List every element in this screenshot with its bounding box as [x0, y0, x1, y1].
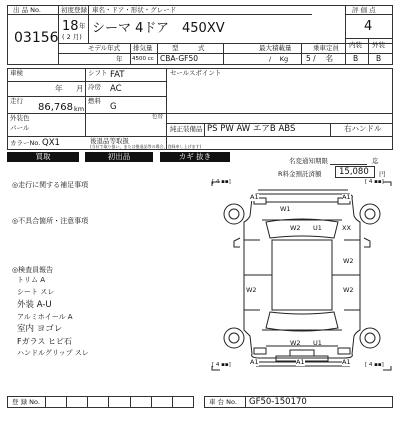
inspector-note: 室内 ヨゴレ [17, 324, 63, 334]
mileage-unit: km [74, 105, 85, 113]
damage-w2-right-top: W2 [343, 257, 354, 265]
inspector-note: トリム A [17, 276, 46, 284]
color-value: パール [10, 124, 30, 132]
lot-number: 03156 [14, 30, 59, 46]
car-diagram-svg [210, 180, 393, 372]
inspector-note: 外装 A-U [17, 300, 52, 310]
deadline-label: 名変通知期限 [289, 157, 328, 165]
tire-rear-right: [ 4 ▪▪] [365, 362, 384, 368]
interior-label: 内装 [349, 41, 362, 49]
damage-w2-bottom: W2 [290, 339, 301, 347]
key-button[interactable]: カギ 抜き [160, 152, 230, 162]
deadline-unit: 迄 [372, 157, 379, 165]
inspector-title: ◎検査員報告 [12, 266, 54, 274]
chassis-number: GF50-150170 [249, 397, 307, 407]
recycle-label: R料金預託済額 [278, 170, 322, 178]
displacement-value: 4500 cc [132, 56, 154, 62]
exterior-label: 外装 [372, 41, 385, 49]
damage-w2-top: W2 [290, 224, 301, 232]
car-diagram [210, 180, 393, 372]
car-name: シーマ 4ドア 450XV [92, 21, 225, 36]
damage-a1-rear-right: A1 [342, 358, 351, 366]
damage-a1-rear-left: A1 [250, 358, 259, 366]
recycle-value: 15,080 [339, 167, 369, 177]
consign-button[interactable]: 初出品 [85, 152, 153, 162]
damage-w2-right: W2 [343, 286, 354, 294]
aftermarket-label: 後退品等取扱 [90, 137, 129, 145]
model-year-label: モデル年式 [88, 44, 121, 52]
damage-a1-front-right: A1 [342, 193, 351, 201]
chassis-label: 車 台 No. [209, 398, 237, 406]
first-reg-label: 初度登録 [61, 6, 87, 14]
max-load-label: 最大積載量 [259, 44, 292, 52]
mileage-label: 走行 [10, 97, 23, 105]
equipment-value: PS PW AW エアB ABS [207, 124, 296, 134]
color-no-label: カラーNo. [10, 139, 41, 147]
sales-points-label: セールスポイント [170, 69, 222, 77]
defects-title: ◎不具合箇所・注意事項 [12, 217, 89, 225]
tire-front-right: [ 4 ▪▪] [365, 179, 384, 185]
chassis-color-label: 色替 [152, 114, 164, 120]
inspection-label: 車検 [10, 69, 23, 77]
car-name-label: 車名・ドア・形状・グレード [92, 6, 177, 14]
inspector-note: Fガラス ヒビ石 [17, 337, 72, 346]
exterior-grade: B [376, 54, 382, 63]
color-label: 外装色 [10, 114, 30, 122]
damage-xx: XX [342, 224, 351, 232]
inspection-month: 月 [76, 84, 84, 93]
inspector-note: アルミホイール A [17, 313, 73, 321]
max-load-unit: / Kg [269, 55, 289, 63]
steering-value: 右ハンドル [344, 124, 382, 133]
score-label: 評 価 点 [352, 6, 376, 14]
capacity-value: 5 / 名 [306, 54, 334, 63]
damage-u1-bottom: U1 [313, 339, 322, 347]
interior-grade: B [353, 54, 359, 63]
reg-label: 登 録 No. [12, 398, 40, 406]
capacity-label: 乗車定員 [313, 44, 339, 52]
tire-front-left: [ 4 ▪▪] [212, 179, 231, 185]
ac-label: 冷房 [88, 83, 101, 91]
displacement-label: 排気量 [133, 44, 153, 52]
inspector-note: ハンドルグリップ スレ [17, 349, 89, 357]
type-value: CBA-GF50 [160, 54, 198, 63]
damage-a1-front-left: A1 [250, 193, 259, 201]
fuel-value: G [110, 102, 117, 112]
score-value: 4 [364, 19, 373, 34]
damage-a1-rear-center: A1 [296, 358, 305, 366]
shift-value: FAT [110, 70, 125, 80]
type-label: 型 式 [172, 44, 205, 52]
shift-label: シフト [88, 69, 108, 77]
damage-u1-top: U1 [313, 224, 322, 232]
inspection-year: 年 [55, 84, 63, 93]
first-reg-year-unit: 年 [79, 22, 86, 30]
mileage-value: 86,768 [38, 102, 73, 113]
recycle-unit: 円 [379, 170, 386, 178]
aftermarket-note: (当社で取り扱い、または後退品等の場合、登録申し上げます) [90, 144, 202, 149]
damage-w2-left: W2 [246, 286, 257, 294]
damage-w1: W1 [280, 205, 291, 213]
model-year-unit: 年 [116, 55, 123, 63]
lot-label: 出 品 No. [13, 6, 41, 14]
supplement-title: ◎走行に関する補足事項 [12, 181, 89, 189]
tire-rear-left: [ 4 ▪▪] [212, 362, 231, 368]
color-no-value: QX1 [42, 138, 60, 148]
first-reg-year: 18 [62, 19, 79, 34]
deadline-box [330, 164, 367, 165]
ac-value: AC [110, 84, 122, 94]
inspector-note: シート スレ [17, 288, 55, 296]
equipment-label: 純正装備品 [170, 125, 203, 133]
fuel-label: 燃料 [88, 97, 101, 105]
buy-button[interactable]: 買取 [7, 152, 79, 162]
first-reg-month: ( 2 月) [62, 33, 82, 41]
